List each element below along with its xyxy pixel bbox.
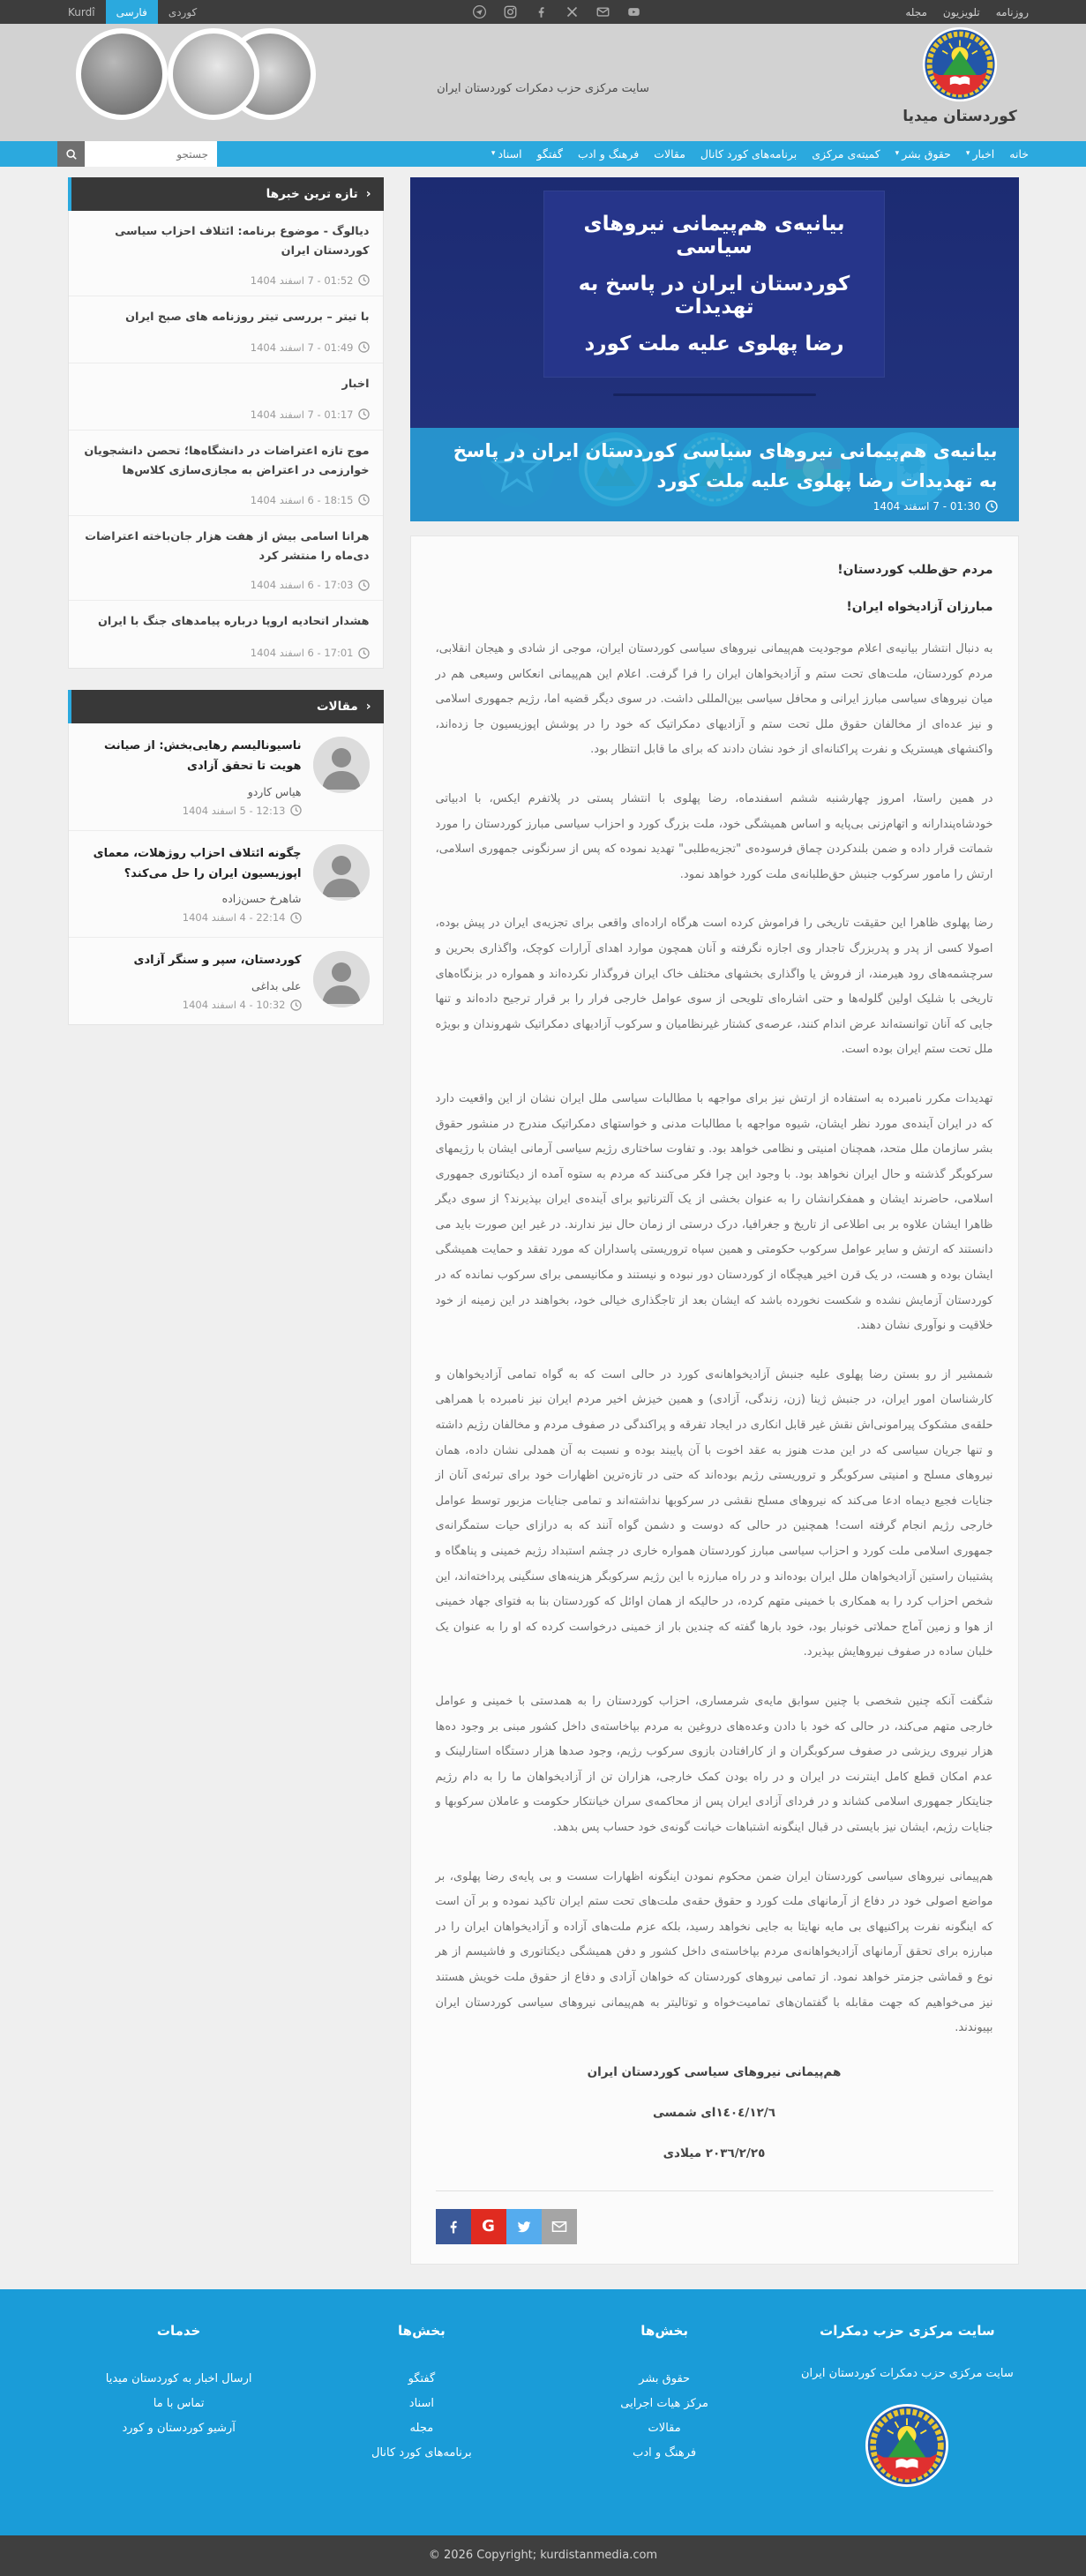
footer-heading: سایت مرکزی حزب دمکرات: [820, 2322, 995, 2339]
article-date: 01:30 - 7 اسفند 1404: [431, 500, 998, 513]
articles-header: [68, 690, 384, 723]
article-signature-line: ١٤٠٤/١٢/٦ای شمسی: [653, 2105, 775, 2120]
accent-bar: [68, 177, 71, 211]
footer-link[interactable]: برنامه‌های کورد کانال: [371, 2445, 472, 2460]
footer-link[interactable]: حقوق بشر: [639, 2371, 691, 2385]
caret-down-icon: ▾: [491, 149, 496, 158]
news-date: 01:52 - 7 اسفند 1404: [82, 274, 370, 287]
topbar-menu: [905, 6, 1029, 19]
footer-link[interactable]: اسناد: [408, 2396, 434, 2410]
site-logo[interactable]: [903, 26, 1017, 125]
footer-logo: [786, 2403, 1029, 2491]
nav-menu-item[interactable]: خانه: [1009, 147, 1029, 161]
nav-menu-item[interactable]: حقوق بشر ▾: [895, 147, 951, 161]
author-avatar: [313, 951, 370, 1007]
chevron-left-icon: ‹: [365, 187, 371, 201]
news-title[interactable]: هشدار اتحادیه اروپا درباره پیامدهای جنگ با ایران: [97, 615, 370, 629]
news-list-item[interactable]: [69, 601, 383, 668]
clock-icon: [290, 1000, 302, 1011]
social-icons: [473, 5, 640, 19]
clock-icon: [290, 912, 302, 924]
article-item-date: 22:14 - 4 اسفند 1404: [82, 911, 302, 924]
language-tab[interactable]: فارسی: [106, 0, 158, 24]
footer-sections-column-a: [543, 2323, 786, 2491]
facebook-icon[interactable]: [535, 5, 548, 19]
topbar-menu-item[interactable]: تلویزیون: [942, 5, 980, 19]
clock-icon: [358, 580, 370, 591]
widget-title: تازه ترین خبرها: [266, 187, 358, 201]
footer-link[interactable]: مرکز هیات اجرایی: [620, 2396, 708, 2410]
share-buttons: [436, 2209, 993, 2244]
site-subtitle: سایت مرکزی حزب دمکرات کوردستان ایران: [437, 82, 649, 95]
footer-link[interactable]: ارسال اخبار به کوردستان میدیا: [105, 2371, 252, 2385]
accent-bar: [68, 690, 71, 723]
article-item-date: 10:32 - 4 اسفند 1404: [134, 999, 302, 1011]
footer-heading: بخش‌ها: [398, 2322, 446, 2339]
topbar: [0, 0, 1086, 24]
article-signature-line: هم‌پیمانی نیروهای سیاسی کوردستان ایران: [587, 2064, 842, 2079]
person-icon: [313, 737, 370, 793]
google-plus-icon: G: [482, 2217, 495, 2236]
share-divider: [436, 2190, 993, 2191]
news-list-item[interactable]: [69, 516, 383, 602]
clock-icon: [358, 494, 370, 505]
footer-link[interactable]: تماس با ما: [153, 2396, 205, 2410]
footer-services-column: [57, 2323, 300, 2491]
statement-line: کوردستان ایران در پاسخ به تهدیدات: [578, 273, 850, 318]
news-list-item[interactable]: [69, 211, 383, 296]
clock-icon: [358, 648, 370, 659]
email-icon: [551, 2219, 567, 2235]
latest-news-widget: [68, 177, 384, 669]
news-list-item[interactable]: [69, 431, 383, 516]
search-box: [57, 141, 217, 167]
article-title-band: [410, 428, 1019, 521]
article-item-title[interactable]: ناسیونالیسم رهایی‌بخش: از صیانت هویت تا تحقق آزادی: [103, 739, 302, 774]
person-icon: [313, 951, 370, 1007]
nav-menu-item[interactable]: کمیته‌ی مرکزی: [812, 147, 880, 161]
statement-line: بیانیه‌ی هم‌پیمانی نیروهای سیاسی: [583, 213, 845, 258]
copyright-text: © 2026 Copyright; kurdistanmedia.com: [428, 2549, 658, 2563]
news-date: 01:49 - 7 اسفند 1404: [82, 341, 370, 354]
clock-icon: [358, 274, 370, 286]
latest-news-header: [68, 177, 384, 211]
article-paragraph: رضا پهلوی ظاهرا این حقیقت تاریخی را فراموش کرده است هرگاه اراده‌ای واقعی برای تجزیه‌ی ایران در پیش بوده، اصولا کسی از پدر و پدربزرگ تاجدار وی اجازه نگرفته و آنان همچون موارد اهدای آرارات کوچک، واگذاری بحرین و سرچشمه‌های رود هیرمند، از فروش یا واگذاری بخشهای مختلف خاک ایران فروگذار نکرده‌اند و همواره در بزنگاه‌های تاریخی با شلیک اولین گلوله‌ها و حتی اشاره‌ای تلویحی از سوی عوامل خارجی فرار را بر قرار ترجیح داده‌اند و تنها جایی که آنان توانسته‌اند عرض اندام کنند، عرصه‌ی کشتار غیرنظامیان و سرکوب آزادیهای دمکراتیک شهروندان و بویژه ملل تحت ستم ایران بوده است.: [435, 917, 993, 1057]
main-nav: [0, 141, 1086, 167]
article-list-item[interactable]: [69, 938, 383, 1024]
caret-down-icon: ▾: [965, 149, 970, 158]
main-menu: [491, 147, 1029, 161]
footer-heading: بخش‌ها: [640, 2322, 688, 2339]
article-title: بیانیه‌ی هم‌پیمانی نیروهای سیاسی کوردستان ایران در پاسخ به تهدیدات رضا پهلوی علیه ملت کورد: [453, 440, 998, 491]
footer-about-column: [786, 2323, 1029, 2491]
footer-about-text: سایت مرکزی حزب دمکرات کوردستان ایران: [800, 2366, 1014, 2380]
footer-link[interactable]: آرشیو کوردستان و کورد: [122, 2421, 236, 2435]
news-title[interactable]: هرانا اسامی بیش از هفت هزار جان‌باخته اعتراضات دی‌ماه را منتشر کرد: [85, 529, 370, 563]
site-title: کوردستان میدیا: [903, 108, 1017, 125]
search-input[interactable]: [85, 141, 217, 167]
news-title[interactable]: موج تازه اعتراضات در دانشگاه‌ها؛ تحصن دانشجویان خوارزمی در اعتراض به مجازی‌سازی کلاس‌ها: [84, 444, 370, 478]
news-date: 18:15 - 6 اسفند 1404: [82, 494, 370, 506]
topbar-menu-item[interactable]: روزنامه: [995, 5, 1029, 19]
footer-heading: خدمات: [156, 2322, 201, 2339]
nav-menu-item[interactable]: برنامه‌های کورد کانال: [700, 147, 798, 161]
caret-down-icon: ▾: [895, 149, 900, 158]
article-list-item[interactable]: [69, 723, 383, 831]
news-date: 01:17 - 7 اسفند 1404: [82, 408, 370, 421]
header-photos: [76, 28, 281, 120]
header-photo: [76, 28, 168, 120]
footer-link[interactable]: مقالات: [648, 2421, 681, 2435]
news-title[interactable]: اخبار: [341, 377, 370, 391]
footer: [0, 2289, 1086, 2535]
author-avatar: [313, 737, 370, 793]
nav-menu-item[interactable]: مقالات: [654, 147, 685, 161]
clock-icon: [358, 408, 370, 420]
share-email-button[interactable]: [542, 2209, 577, 2244]
article-paragraph: در همین راستا، امروز چهارشنبه ششم اسفندماه، رضا پهلوی با انتشار پستی در پلاتفرم ایکس، با ادبیاتی خودشاه‌پندارانه و اتهام‌زنی بی‌پایه و اساس همیشگی خود، ملت بزرگ کورد و احزاب سیاسی مبارز کوردستان را مورد شماتت قرار داده و ضمن بلندکردن چماق فرسوده‌ی "تجزیه‌طلبی" تهدید نموده که پس از سرنگونی جمهوری اسلامی، ارتش را مامور سرکوب جنبش حق‌طلبانه‌ی ملت کورد خواهد نمود.: [435, 791, 993, 881]
article-item-author: هیاس کاردو: [247, 784, 302, 798]
article-paragraph: هم‌پیمانی نیروهای سیاسی کوردستان ایران ضمن محکوم نمودن اینگونه اظهارات سست و بی پایه‌ی رضا پهلوی، بر مواضع اصولی خود در دفاع از آرمانهای ملت کورد و حقوق حقه‌ی ملت‌های تحت ستم ایران تاکید نموده و بر آن است که اینگونه نفرت پراکنیهای بی مایه نهایتا به جایی نخواهد رسید، بلکه عزم ملت‌های آزاده و آزادیخواهان ایران را در مبارزه برای تحقق آرمانهای آزادیخواهانه‌ی مردم بپاخاسته‌ی داخل کشور و دفن همیشگی دیکتاتوری و فاشیسم از هر نوع و قماشی جزمتر خواهد نمود. از تمامی نیروهای کوردستان که خواهان آزادی و دفاع از حقوق ملت خویش هستند نیز می‌خواهیم که جهت مقابله با گفتمان‌های تمامیت‌خواه و توتالیتر به هم‌پیمانی نیروهای سیاسی کوردستان ایران بپیوندند.: [435, 1869, 993, 2035]
x-icon[interactable]: [565, 5, 579, 19]
search-icon: [65, 148, 78, 161]
article-paragraph: به دنبال انتشار بیانیه‌ی اعلام موجودیت هم‌پیمانی نیروهای سیاسی کوردستان ایران، موجی از شادی و هیجان انقلابی، مردم کوردستان، ملت‌های تحت ستم و آزادیخواهان ایران را فرا گرفت. اعلام این هم‌پیمانی انعکاس وسیعی هم در میان نیروهای سیاسی مبارز ایرانی و محافل سیاسی بین‌المللی داشت. در سوی دیگر قضیه اما، رژیم جمهوری اسلامی و نیز عده‌ای از مخالفان حقوق ملل تحت ستم و آزادیهای دمکراتیک که خود را در پوشش اپوزیسیون جا زده‌اند، واکنشهای هیستریک و نفرت پراکنانه‌ای از خود نشان دادند که برای ما قابل انتظار بود.: [435, 642, 993, 757]
footer-link[interactable]: فرهنگ و ادب: [633, 2445, 697, 2460]
footer-sections-column-b: [300, 2323, 543, 2491]
person-icon: [313, 844, 370, 901]
search-button[interactable]: [57, 141, 85, 167]
copyright-bar: [0, 2535, 1086, 2576]
email-icon[interactable]: [596, 5, 610, 19]
sidebar: [68, 177, 384, 1046]
article-body: [410, 535, 1019, 2265]
nav-menu-item[interactable]: فرهنگ و ادب: [577, 147, 640, 161]
article-list-item[interactable]: [69, 831, 383, 939]
nav-menu-item[interactable]: اخبار ▾: [965, 147, 995, 161]
article-hero-image: [410, 177, 1019, 521]
statement-underline: [613, 393, 816, 396]
article-item-title[interactable]: کوردستان، سپر و سنگر آزادی: [133, 954, 302, 968]
language-tab[interactable]: Kurdî: [68, 5, 95, 19]
news-date: 17:01 - 6 اسفند 1404: [82, 647, 370, 659]
article-lead: مبارزان آزادیخواه ایران!: [846, 600, 993, 614]
author-avatar: [313, 844, 370, 901]
footer-link[interactable]: گفتگو: [408, 2371, 436, 2385]
nav-menu-item[interactable]: گفتگو: [536, 147, 563, 161]
footer-link[interactable]: مجله: [409, 2421, 434, 2435]
header-photo: [168, 28, 259, 120]
article-paragraph: شمشیر از رو بستن رضا پهلوی علیه جنبش آزادیخواهانه‌ی کورد در حالی است که به گواه تمامی آزادیخواهان و کارشناسان امور ایران، در جنبش ژینا (زن، زندگی، آزادی) و همین خیزش اخیر مردم ایران نیز نامبرده با همراهی حلقه‌ی مشکوک پیرامونی‌اش نقش غیر قابل انکاری در ایجاد تفرقه و پراکندگی در صفوف مردم و مخالفان رژیم داشته و تنها جریان سیاسی که در این مدت هنوز به عقد اخوت با آن پایبند بوده و نسبت به آن همدلی نشان داده، همان نیروهای مسلح و امنیتی سرکوبگر و تروریستی رژیم بوده‌اند که حتی در تازه‌ترین اظهارات خود برای تبرئه‌ی آنان از جنایات فجیع دیماه ادعا می‌کند که نیروهای مسلح نقشی در سرکوبها نداشته‌اند و تمامی جنایات مزبور توسط عوامل خارجی رژیم انجام گرفته است! همچنین در حالی که دوست و دشمن گواه آنند که به درازای حیات ستمگرانه‌ی جمهوری اسلامی ملت کورد و احزاب سیاسی مبارز کوردستان همواره خاری در چشم استبداد رژیم خمینی و پناهگاه و پشتیبان راستین آزادیخواهان ملل ایران بوده‌اند و در راه مبارزه با این رژیم سرکوبگر هزینه‌های سنگینی پرداخته‌اند، این شخص احزاب کرد را به همکاری با خمینی متهم کرده، در حالیکه از همان اوائل که کوردستان بنا به فتوای جهاد خمینی از هوا و زمین آماج حملاتی خونبار بود، خود بارها گفته که چندین بار از خمینی درخواست کرده که او را به عنوان یک خلبان ساده در صفوف نیروهایش بپذیرد.: [435, 1367, 993, 1659]
news-list-item[interactable]: [69, 363, 383, 431]
twitter-icon: [516, 2219, 532, 2235]
clock-icon: [290, 805, 302, 816]
facebook-icon: [446, 2219, 461, 2235]
main-content: [410, 177, 1019, 2265]
youtube-icon[interactable]: [627, 5, 640, 19]
news-date: 17:03 - 6 اسفند 1404: [82, 579, 370, 591]
article-paragraph: تهدیدات مکرر نامبرده به استفاده از ارتش نیز برای مواجهه با مطالبات سیاسی ملل ایران نشان از این واقعیت دارد که در ایران آینده‌ی مورد نظر ایشان، شیوه مواجهه با مطالبات مدنی و خواستهای دمکراتیک مندرج در منشور حقوق بشر سازمان ملل متحد، همچنان امنیتی و نظامی خواهد بود. و تفاوت ساختاری رژیم سیاسی آرمانی ایشان با رژیمهای سرکوبگر گذشته و حال ایران نخواهد بود. با وجود این چرا فکر می‌کنند که مردم به ستوه آمده از دیکتاتوری جمهوری اسلامی، حاضرند ایشان و همفکرانشان را به عنوان بخشی از یک آلترناتیو برای آینده‌ی ایران بپذیرند؟ از سوی دیگر ظاهرا ایشان علاوه بر بی اطلاعی از تاریخ و جغرافیا، درک درستی از زمان حال نیز ندارند. در غیر این صورت باید می دانستند که ارتش و سایر عوامل سرکوب حکومتی و همین سپاه تروریستی پاسداران که مورد تفقد و حمایت همیشگی ایشان بوده و هست، در یک قرن اخیر هیچگاه از کوردستان دور نبوده و نیستند و مکانیسمی برای سرکوب نمانده که در کوردستان آزمایش نشده و شکست نخورده باشد که ایشان بعد از تاجگذاری خیالی خود، بخواهند در این زمینه از خود خلاقیت و نوآوری نشان دهند.: [435, 1091, 993, 1333]
article-lead: مردم حق‌طلب کوردستان!: [837, 563, 993, 577]
language-tab[interactable]: کوردی: [168, 5, 198, 19]
telegram-icon[interactable]: [473, 5, 486, 19]
chevron-left-icon: ‹: [365, 700, 371, 715]
share-twitter-button[interactable]: [506, 2209, 542, 2244]
statement-line: رضا پهلوی علیه ملت کورد: [584, 333, 844, 356]
news-list-item[interactable]: [69, 296, 383, 363]
article-paragraph: شگفت آنکه چنین شخصی با چنین سوابق مایه‌ی شرمساری، احزاب کوردستان را به همدستی با خمینی و عوامل خارجی متهم می‌کند، در حالی که خود با دادن وعده‌های دروغین به مردم بپاخاسته‌ی داخل کشور مبنی بر وجود ده‌ها هزار نیروی ریزشی در صفوف سرکوبگران و از کارافتادن بازوی سرکوب رژیم، وجود صدها هزار دستگاه استارلینک و عدم امکان قطع کامل اینترنت در ایران و در راه بودن کمک خارجی، هزاران تن از آزادیخواهان ما را به دام رژیم جنایتکار جمهوری اسلامی کشاند و در فردای آزادی ایران پس از محاکمه‌ی سران خیانتکار حکومت و عاملان سرکوبها و جنایات رژیم، ایشان نیز بایستی در قبال اینگونه اشتباهات خیانت گونه‌ی خود حساب پس بدهد.: [435, 1694, 993, 1834]
share-facebook-button[interactable]: [436, 2209, 471, 2244]
widget-title: مقالات: [316, 700, 358, 715]
site-header: [0, 24, 1086, 141]
article-item-author: علی بداغی: [251, 979, 302, 993]
article-item-author: شاهرخ حسن‌زاده: [221, 892, 302, 906]
statement-image-text: [543, 191, 884, 378]
pdki-emblem-icon: [865, 2403, 949, 2488]
nav-menu-item[interactable]: اسناد ▾: [491, 147, 522, 161]
news-title[interactable]: دیالوگ - موضوع برنامه: ائتلاف احزاب سیاسی کوردستان ایران: [115, 225, 370, 258]
language-switcher: [57, 0, 207, 24]
share-google-button[interactable]: [471, 2209, 506, 2244]
news-title[interactable]: با تیتر – بررسی تیتر روزنامه های صبح ایران: [125, 310, 370, 324]
article-signature-line: ٢٠٣٦/٢/٢٥ میلادی: [663, 2145, 766, 2160]
topbar-menu-item[interactable]: مجله: [905, 5, 927, 19]
clock-icon: [985, 500, 998, 513]
instagram-icon[interactable]: [504, 5, 517, 19]
article-item-date: 12:13 - 5 اسفند 1404: [82, 805, 302, 817]
article-item-title[interactable]: چگونه ائتلاف احزاب روژهلات، معمای اپوزیسیون ایران را حل می‌کند؟: [93, 846, 302, 880]
articles-widget: [68, 690, 384, 1025]
clock-icon: [358, 341, 370, 353]
pdki-emblem-icon: [922, 26, 998, 102]
